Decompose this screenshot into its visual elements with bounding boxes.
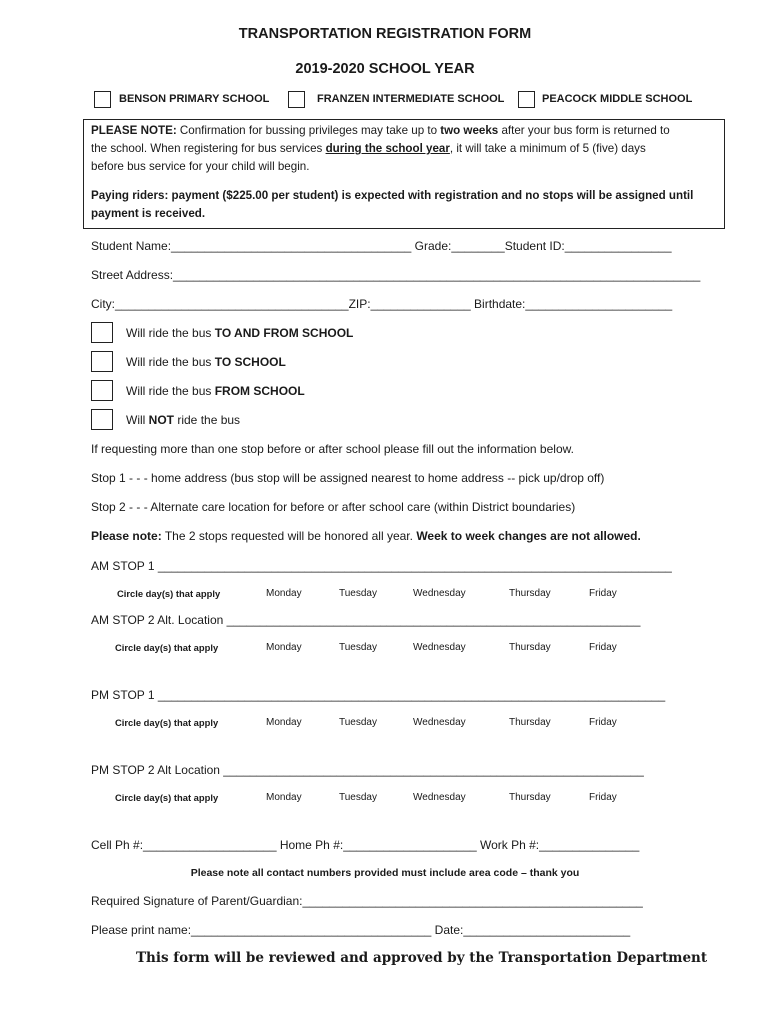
day-thursday[interactable]: Thursday [509,792,551,803]
benson-label: BENSON PRIMARY SCHOOL [119,93,270,105]
day-thursday[interactable]: Thursday [509,717,551,728]
peacock-label: PEACOCK MIDDLE SCHOOL [542,93,693,105]
ride-to-school-checkbox[interactable] [91,351,113,372]
not-ride-checkbox[interactable] [91,409,113,430]
day-thursday[interactable]: Thursday [509,588,551,599]
payment-note-2: payment is received. [91,207,206,220]
city-zip-birthdate-field[interactable]: City:___________________________________ZIP:_______________ Birthdate:______________________ [91,297,673,311]
circle-days-label: Circle day(s) that apply [115,792,219,803]
ride-to-from-label: Will ride the bus TO AND FROM SCHOOL [126,326,354,340]
pm-stop-2-field[interactable]: PM STOP 2 Alt Location _______________________________________________________________ [91,763,644,777]
day-friday[interactable]: Friday [589,588,617,599]
ride-to-school-label: Will ride the bus TO SCHOOL [126,355,286,369]
multi-stop-instructions: If requesting more than one stop before or after school please fill out the information below. [91,442,574,456]
am-stop-2-field[interactable]: AM STOP 2 Alt. Location ______________________________________________________________ [91,613,641,627]
day-monday[interactable]: Monday [266,717,302,728]
stop-2-description: Stop 2 - - - Alternate care location for before or after school care (within District boundaries) [91,500,576,514]
circle-days-label: Circle day(s) that apply [115,642,219,653]
franzen-checkbox[interactable] [288,91,305,108]
ride-to-from-checkbox[interactable] [91,322,113,343]
school-year: 2019-2020 SCHOOL YEAR [295,61,475,77]
day-tuesday[interactable]: Tuesday [339,717,377,728]
day-friday[interactable]: Friday [589,642,617,653]
franzen-label: FRANZEN INTERMEDIATE SCHOOL [317,93,505,105]
day-tuesday[interactable]: Tuesday [339,642,377,653]
day-monday[interactable]: Monday [266,642,302,653]
day-wednesday[interactable]: Wednesday [413,642,466,653]
day-monday[interactable]: Monday [266,792,302,803]
ride-from-school-label: Will ride the bus FROM SCHOOL [126,384,305,398]
day-wednesday[interactable]: Wednesday [413,792,466,803]
day-wednesday[interactable]: Wednesday [413,588,466,599]
honor-note: Please note: The 2 stops requested will be honored all year. Week to week changes are not allowed. [91,529,641,543]
benson-checkbox[interactable] [94,91,111,108]
not-ride-label: Will NOT ride the bus [126,413,241,427]
day-tuesday[interactable]: Tuesday [339,588,377,599]
ride-from-school-checkbox[interactable] [91,380,113,401]
stop-1-description: Stop 1 - - - home address (bus stop will be assigned nearest to home address -- pick up/drop off) [91,471,605,485]
note-line-1: PLEASE NOTE: Confirmation for bussing privileges may take up to two weeks after your bus form is returned to [91,124,670,137]
circle-days-label: Circle day(s) that apply [117,588,221,599]
street-address-field[interactable]: Street Address:_______________________________________________________________________________ [91,268,701,282]
review-statement: This form will be reviewed and approved by the Transportation Department [136,950,708,966]
day-friday[interactable]: Friday [589,717,617,728]
day-wednesday[interactable]: Wednesday [413,717,466,728]
day-monday[interactable]: Monday [266,588,302,599]
payment-note-1: Paying riders: payment ($225.00 per student) is expected with registration and no stops will be assigned until [91,189,694,202]
am-stop-1-field[interactable]: AM STOP 1 _____________________________________________________________________________ [91,559,672,573]
pm-stop-1-field[interactable]: PM STOP 1 ____________________________________________________________________________ [91,688,666,702]
circle-days-label: Circle day(s) that apply [115,717,219,728]
day-thursday[interactable]: Thursday [509,642,551,653]
student-name-field[interactable]: Student Name:____________________________________ Grade:________Student ID:________________ [91,239,672,253]
phone-numbers-field[interactable]: Cell Ph #:____________________ Home Ph #:____________________ Work Ph #:_______________ [91,838,640,852]
parent-signature-field[interactable]: Required Signature of Parent/Guardian:___________________________________________________ [91,894,643,908]
day-friday[interactable]: Friday [589,792,617,803]
note-line-2: the school. When registering for bus services during the school year, it will take a minimum of 5 (five) days [91,142,646,155]
form-title: TRANSPORTATION REGISTRATION FORM [238,26,532,42]
print-name-date-field[interactable]: Please print name:____________________________________ Date:_________________________ [91,923,631,937]
peacock-checkbox[interactable] [518,91,535,108]
note-line-3: before bus service for your child will begin. [91,160,310,173]
area-code-note: Please note all contact numbers provided must include area code – thank you [190,867,580,879]
day-tuesday[interactable]: Tuesday [339,792,377,803]
